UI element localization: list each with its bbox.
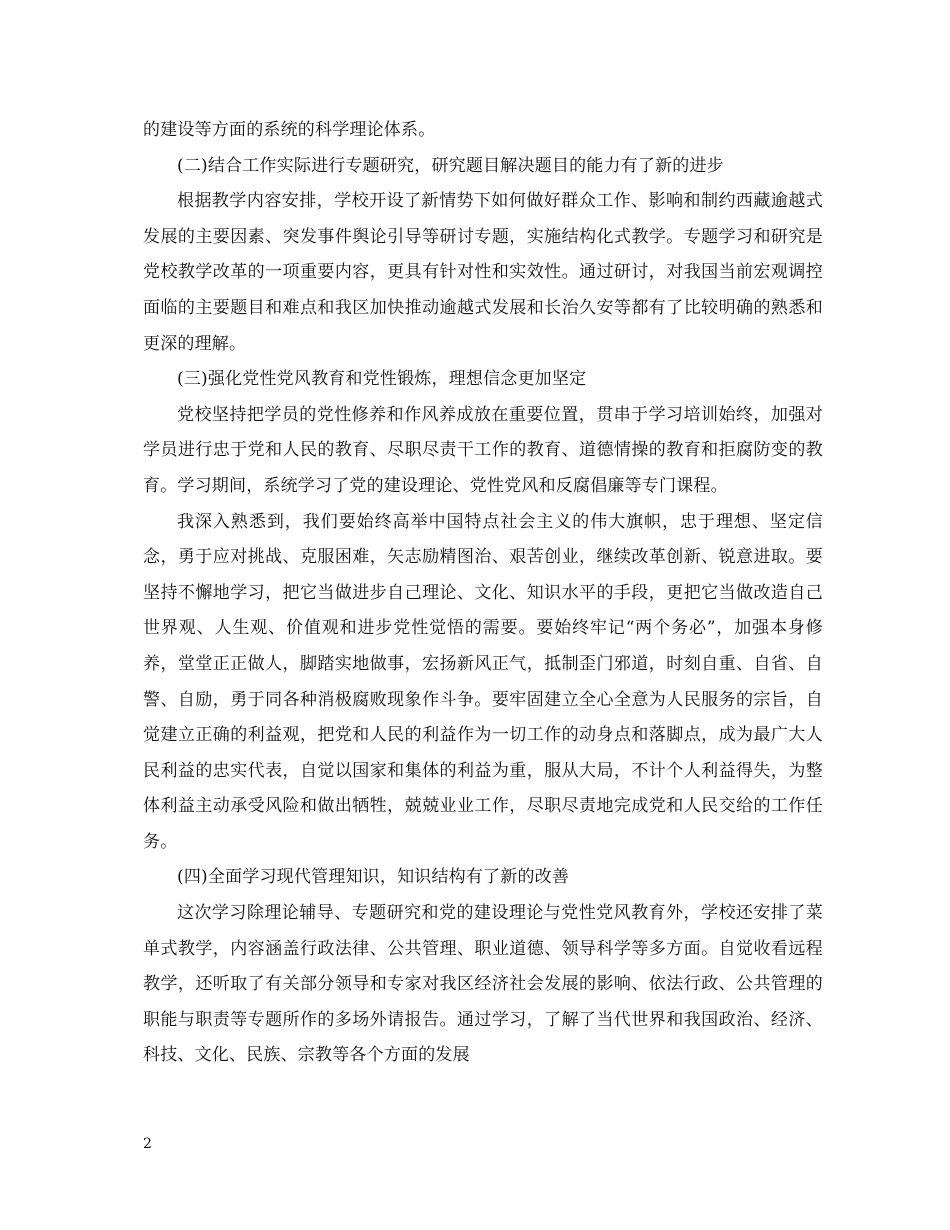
page-number: 2 (143, 1136, 152, 1152)
paragraph-party-education: 党校坚持把学员的党性修养和作风养成放在重要位置，贯串于学习培训始终，加强对学员进行忠于党和人民的教育、尽职尽责干工作的教育、道德情操的教育和拒腐防变的教育。学习期间，系统学习了党的建设理论、党性党风和反腐倡廉等专门课程。 (143, 404, 823, 496)
section-heading-3: (三)强化党性党风教育和党性锻炼，理想信念更加坚定 (177, 369, 587, 390)
paragraph-management-knowledge: 这次学习除理论辅导、专题研究和党的建设理论与党性党风教育外，学校还安排了菜单式教学，内容涵盖行政法律、公共管理、职业道德、领导科学等多方面。自觉收看远程教学，还听取了有关部分领导和专家对我区经济社会发展的影响、依法行政、公共管理的职能与职责等专题所作的多场外请报告。通过学习，了解了当代世界和我国政治、经济、科技、文化、民族、宗教等各个方面的发展 (143, 903, 823, 1066)
section-heading-4: (四)全面学习现代管理知识，知识结构有了新的改善 (177, 867, 570, 888)
paragraph-topic-research: 根据教学内容安排，学校开设了新情势下如何做好群众工作、影响和制约西藏逾越式发展的主要因素、突发事件舆论引导等研讨专题，实施结构化式教学。专题学习和研究是党校教学改革的一项重要内容，更具有针对性和实效性。通过研讨，对我国当前宏观调控面临的主要题目和难点和我区加快推动逾越式发展和长治久安等都有了比较明确的熟悉和更深的理解。 (143, 191, 823, 354)
document-body (143, 113, 823, 1074)
paragraph-continuation: 的建设等方面的系统的科学理论体系。 (143, 120, 436, 140)
paragraph-personal-understanding: 我深入熟悉到，我们要始终高举中国特点社会主义的伟大旗帜，忠于理想、坚定信念，勇于应对挑战、克服困难，矢志励精图治、艰苦创业，继续改革创新、锐意进取。要坚持不懈地学习，把它当做进步自己理论、文化、知识水平的手段，更把它当做改造自己世界观、人生观、价值观和进步党性觉悟的需要。要始终牢记“两个务必”，加强本身修养，堂堂正正做人，脚踏实地做事，宏扬新风正气，抵制歪门邪道，时刻自重、自省、自警、自励，勇于同各种消极腐败现象作斗争。要牢固建立全心全意为人民服务的宗旨，自觉建立正确的利益观，把党和人民的利益作为一切工作的动身点和落脚点，成为最广大人民利益的忠实代表，自觉以国家和集体的利益为重，服从大局，不计个人利益得失，为整体利益主动承受风险和做出牺牲，兢兢业业工作，尽职尽责地完成党和人民交给的工作任务。 (143, 511, 823, 852)
section-heading-2: (二)结合工作实际进行专题研究，研究题目解决题目的能力有了新的进步 (177, 155, 724, 176)
